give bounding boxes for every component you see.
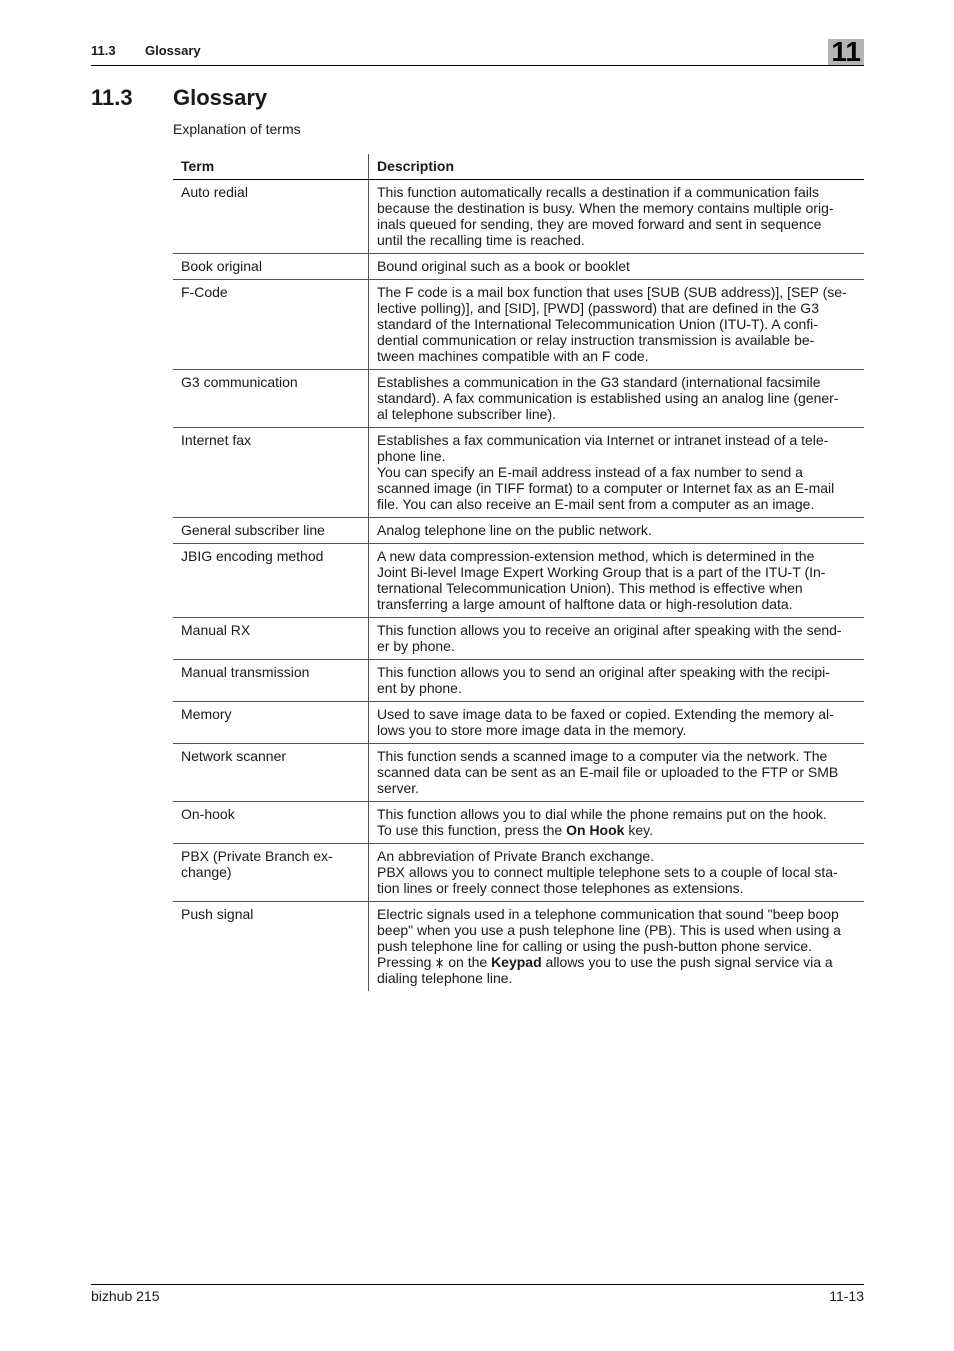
- desc-line: ent by phone.: [377, 680, 462, 696]
- desc-line: phone line.: [377, 448, 446, 464]
- term-cell: Manual RX: [173, 618, 369, 660]
- desc-line: standard). A fax communication is established using an analog line (gener-: [377, 390, 839, 406]
- desc-line: An abbreviation of Private Branch exchange.: [377, 848, 655, 864]
- desc-line: standard of the International Telecommunication Union (ITU-T). A confi-: [377, 316, 818, 332]
- description-cell: [369, 660, 865, 702]
- table-row: [173, 254, 864, 280]
- desc-line: push telephone line for calling or using the push-button phone service.: [377, 938, 813, 954]
- desc-line: beep" when you use a push telephone line (PB). This is used when using a: [377, 922, 841, 938]
- term-cell: F-Code: [173, 280, 369, 370]
- description-cell: [369, 254, 865, 280]
- table-row: [173, 660, 864, 702]
- desc-line: Analog telephone line on the public network.: [377, 522, 652, 538]
- column-header-term: Term: [173, 154, 369, 180]
- description-cell: [369, 702, 865, 744]
- desc-line: Used to save image data to be faxed or copied. Extending the memory al-: [377, 706, 834, 722]
- term-cell: General subscriber line: [173, 518, 369, 544]
- desc-line: scanned data can be sent as an E-mail file or uploaded to the FTP or SMB: [377, 764, 839, 780]
- desc-line: because the destination is busy. When the memory contains multiple orig-: [377, 200, 834, 216]
- table-row: [173, 370, 864, 428]
- footer-product: bizhub 215: [91, 1288, 160, 1304]
- table-row-onhook: [173, 802, 864, 844]
- description-cell: [369, 544, 865, 618]
- desc-line: dential communication or relay instruction transmission is available be-: [377, 332, 815, 348]
- page-footer: [91, 1284, 864, 1304]
- table-row-push-signal: [173, 902, 864, 992]
- table-header-row: [173, 154, 864, 180]
- term-cell: Internet fax: [173, 428, 369, 518]
- desc-line: The F code is a mail box function that uses [SUB (SUB address)], [SEP (se-: [377, 284, 847, 300]
- desc-line: file. You can also receive an E-mail sent from a computer as an image.: [377, 496, 815, 512]
- desc-line: Electric signals used in a telephone communication that sound "beep boop: [377, 906, 839, 922]
- desc-line: tween machines compatible with an F code.: [377, 348, 649, 364]
- desc-line: lective polling)], and [SID], [PWD] (password) that are defined in the G3: [377, 300, 819, 316]
- desc-line: key.: [624, 822, 653, 838]
- table-row-pbx: [173, 844, 864, 902]
- description-cell: [369, 744, 865, 802]
- keypad-key-label: Keypad: [491, 954, 542, 970]
- description-cell: [369, 428, 865, 518]
- term-cell: Book original: [173, 254, 369, 280]
- description-cell: [369, 180, 865, 254]
- table-row: [173, 180, 864, 254]
- header-section-number: 11.3: [91, 43, 116, 58]
- description-cell: [369, 370, 865, 428]
- header-section-title: Glossary: [145, 43, 201, 58]
- table-row: [173, 618, 864, 660]
- desc-line: scanned image (in TIFF format) to a computer or Internet fax as an E-mail: [377, 480, 835, 496]
- glossary-table: [173, 154, 864, 991]
- table-row: [173, 702, 864, 744]
- page-title: [91, 84, 267, 112]
- desc-line: This function automatically recalls a destination if a communication fails: [377, 184, 819, 200]
- desc-line: To use this function, press the: [377, 822, 567, 838]
- on-hook-key-label: On Hook: [566, 822, 625, 838]
- asterisk-key-icon: [435, 957, 444, 969]
- term-cell: [173, 844, 369, 902]
- intro-text: Explanation of terms: [173, 121, 301, 137]
- term-cell: Memory: [173, 702, 369, 744]
- term-cell: JBIG encoding method: [173, 544, 369, 618]
- term-cell: Auto redial: [173, 180, 369, 254]
- table-row: [173, 518, 864, 544]
- desc-line: Establishes a fax communication via Internet or intranet instead of a tele-: [377, 432, 829, 448]
- description-cell: [369, 618, 865, 660]
- desc-line: This function allows you to send an original after speaking with the recipi-: [377, 664, 830, 680]
- desc-line: er by phone.: [377, 638, 455, 654]
- desc-line: al telephone subscriber line).: [377, 406, 556, 422]
- desc-line: ternational Telecommunication Union). This method is effective when: [377, 580, 803, 596]
- title-text: Glossary: [173, 85, 268, 110]
- column-header-description: Description: [369, 154, 865, 180]
- term-cell: Manual transmission: [173, 660, 369, 702]
- desc-line: inals queued for sending, they are moved forward and sent in sequence: [377, 216, 822, 232]
- description-cell: [369, 902, 865, 992]
- desc-line: A new data compression-extension method, which is determined in the: [377, 548, 815, 564]
- term-cell: Push signal: [173, 902, 369, 992]
- desc-line: You can specify an E-mail address instead of a fax number to send a: [377, 464, 803, 480]
- footer-page-number: 11-13: [829, 1288, 864, 1304]
- title-number: 11.3: [91, 85, 133, 110]
- desc-line: tion lines or freely connect those telephones as extensions.: [377, 880, 744, 896]
- description-cell: [369, 280, 865, 370]
- desc-line: allows you to use the push signal service via a: [541, 954, 833, 970]
- term-cell: On-hook: [173, 802, 369, 844]
- desc-line: dialing telephone line.: [377, 970, 513, 986]
- description-cell: [369, 518, 865, 544]
- term-line: PBX (Private Branch ex-: [181, 848, 333, 864]
- desc-line: until the recalling time is reached.: [377, 232, 585, 248]
- desc-line: Bound original such as a book or booklet: [377, 258, 630, 274]
- description-cell: [369, 802, 865, 844]
- description-cell: [369, 844, 865, 902]
- desc-line: Establishes a communication in the G3 standard (international facsimile: [377, 374, 821, 390]
- desc-line: transferring a large amount of halftone data or high-resolution data.: [377, 596, 793, 612]
- desc-line: Pressing: [377, 954, 436, 970]
- table-row: [173, 428, 864, 518]
- desc-line: server.: [377, 780, 420, 796]
- desc-line: Joint Bi-level Image Expert Working Group that is a part of the ITU-T (In-: [377, 564, 826, 580]
- table-row: [173, 744, 864, 802]
- desc-line: PBX allows you to connect multiple telephone sets to a couple of local sta-: [377, 864, 838, 880]
- desc-line: on the: [444, 954, 492, 970]
- running-header: [91, 36, 864, 67]
- term-cell: G3 communication: [173, 370, 369, 428]
- desc-line: This function allows you to receive an original after speaking with the send-: [377, 622, 842, 638]
- table-row: [173, 544, 864, 618]
- chapter-number: 11: [831, 36, 861, 67]
- term-line: change): [181, 864, 232, 880]
- table-row: [173, 280, 864, 370]
- desc-line: lows you to store more image data in the memory.: [377, 722, 687, 738]
- desc-line: This function allows you to dial while the phone remains put on the hook.: [377, 806, 827, 822]
- desc-line: This function sends a scanned image to a computer via the network. The: [377, 748, 828, 764]
- term-cell: Network scanner: [173, 744, 369, 802]
